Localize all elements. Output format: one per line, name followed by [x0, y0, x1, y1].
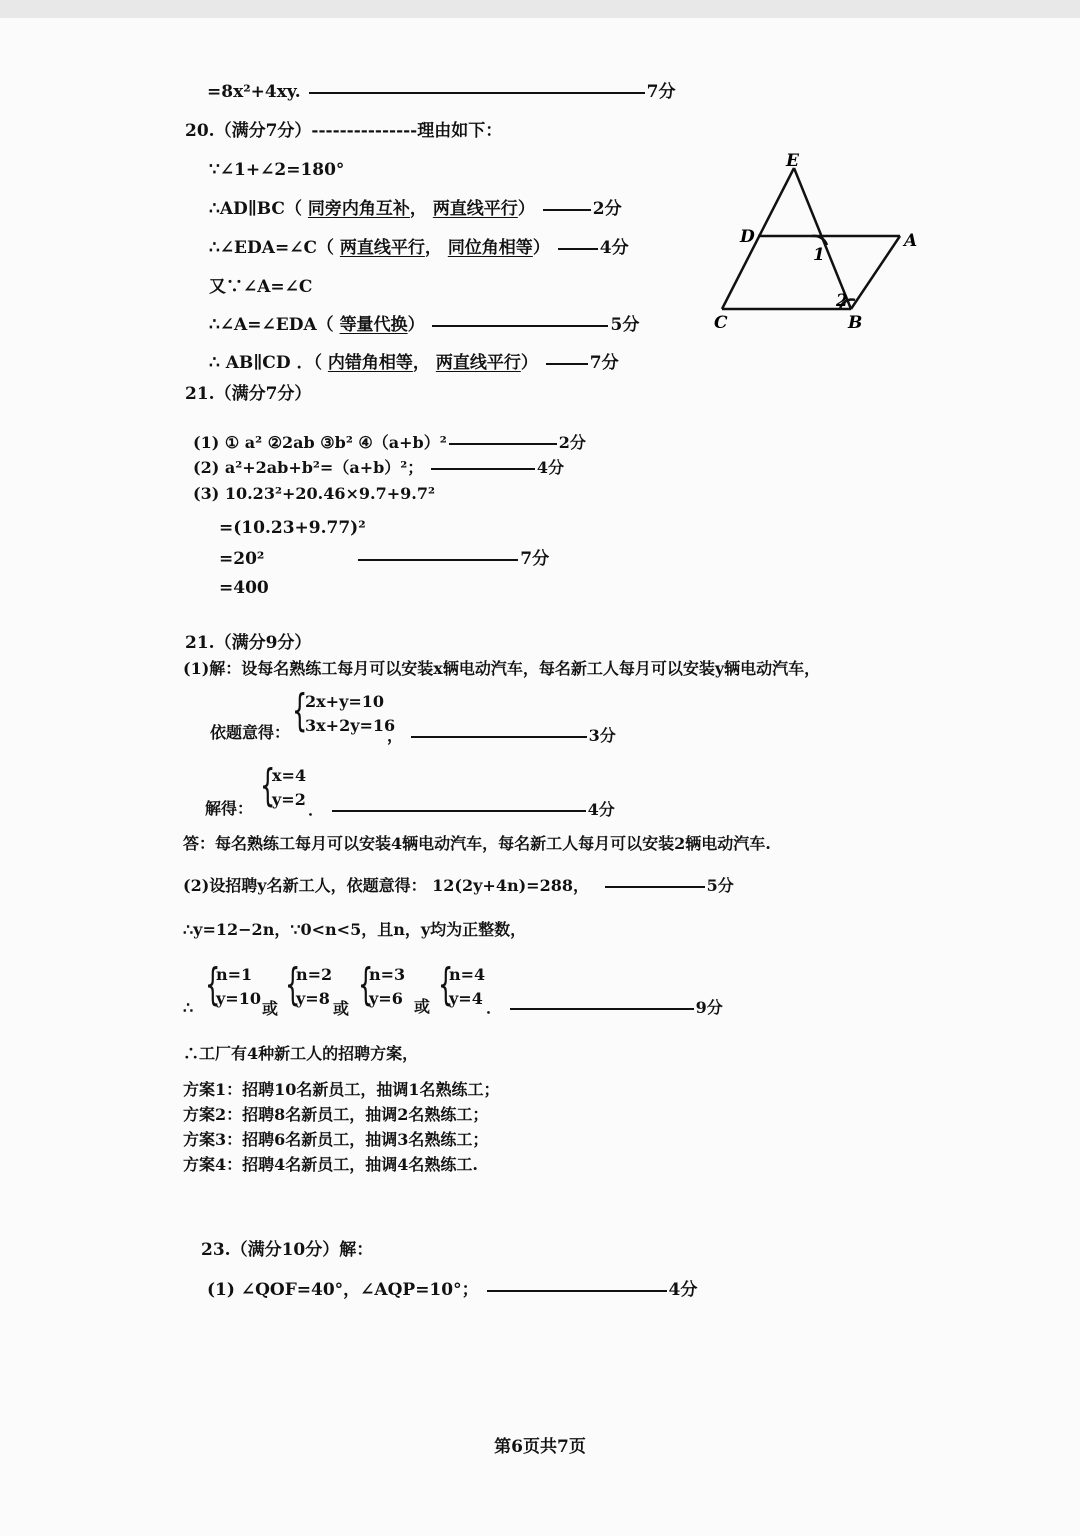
- score-leader: [432, 325, 608, 327]
- label-angle-1: 1: [813, 245, 825, 265]
- q21a-p2-score: 4分: [536, 458, 565, 477]
- q21b-case4-y: y=4: [449, 989, 483, 1008]
- q21b-cases-score: 9分: [695, 998, 723, 1017]
- q21b-sol-score: 4分: [587, 800, 615, 819]
- q21b-eq-label: 依题意得：: [210, 723, 291, 742]
- score-leader: [411, 736, 587, 738]
- score-leader: [543, 209, 591, 211]
- q21b-case1-n: n=1: [216, 965, 253, 984]
- label-A: A: [904, 231, 918, 251]
- q21b-eq-comma: ，: [387, 726, 404, 745]
- q21b-case2-y: y=8: [296, 989, 330, 1008]
- q20-line-2: [209, 199, 622, 219]
- q20-line-6: [209, 353, 619, 373]
- q20-l6-score: 7分: [589, 353, 619, 373]
- q21a-s2-text: =20²: [219, 549, 265, 569]
- q20-line-1: ∵∠1+∠2=180°: [209, 160, 345, 180]
- q20-l2-statement: ∴AD∥BC（: [209, 199, 302, 219]
- q21b-intro: (1)解：设每名熟练工每月可以安装x辆电动汽车，每名新工人每月可以安装y辆电动汽车，: [183, 659, 821, 678]
- q23-header: 23.（满分10分）解：: [201, 1240, 374, 1260]
- q21a-part-1: [193, 433, 586, 453]
- system-brace: {: [285, 959, 301, 1010]
- or-label: 或: [262, 999, 279, 1018]
- score-leader: [546, 363, 588, 365]
- q21b-p2-equation: 12(2y+4n)=288: [432, 876, 573, 895]
- system-brace: {: [292, 685, 308, 736]
- q20-reason-lead: ---------------理由如下：: [311, 121, 503, 141]
- line-EC: [722, 168, 794, 309]
- q21a-step-1: =(10.23+9.77)²: [219, 518, 366, 538]
- score-leader: [358, 559, 518, 561]
- q20-l2-reason-2: 两直线平行: [432, 199, 518, 219]
- q21b-sol-label: 解得：: [205, 799, 254, 818]
- q21b-p2-text: (2)设招聘y名新工人，依题意得：: [183, 876, 427, 895]
- q21b-y-expression: ∴y=12−2n，∵0<n<5，且n，y均为正整数，: [183, 920, 527, 939]
- plan-1: 方案1：招聘10名新员工，抽调1名熟练工；: [183, 1080, 500, 1099]
- q21b-sol-1: x=4: [272, 766, 307, 785]
- q21b-cases-tail: [486, 998, 723, 1018]
- q21b-answer: 答：每名熟练工每月可以安装4辆电动汽车，每名新工人每月可以安装2辆电动汽车.: [183, 834, 771, 853]
- q21b-eq-2: 3x+2y=16: [305, 716, 396, 735]
- q20-l2-close: ）: [517, 199, 535, 219]
- q23-p1-text: (1) ∠QOF=40°，∠AQP=10°；: [207, 1280, 479, 1300]
- score-leader: [449, 443, 557, 445]
- q21b-eq-score: 3分: [588, 726, 616, 745]
- q21b-p2-score: 5分: [706, 876, 734, 895]
- q21b-case3-n: n=3: [369, 965, 406, 984]
- q23-part-1: [207, 1280, 697, 1300]
- q21b-sol-2: y=2: [272, 790, 306, 809]
- system-brace: {: [438, 959, 454, 1010]
- label-C: C: [714, 313, 728, 333]
- q20-l2-sep: ，: [409, 199, 427, 219]
- or-label: 或: [333, 999, 350, 1018]
- q20-l2-score: 2分: [592, 199, 622, 219]
- q20-title: 20.（满分7分）: [185, 121, 312, 141]
- label-E: E: [786, 151, 799, 171]
- q20-l6-statement: ∴ AB∥CD ．（: [209, 353, 322, 373]
- label-B: B: [848, 313, 863, 333]
- score-leader: [510, 1008, 694, 1010]
- plan-3: 方案3：招聘6名新员工，抽调3名熟练工；: [183, 1130, 489, 1149]
- q21a-p1-text: (1) ① a² ②2ab ③b² ④（a+b）²: [193, 433, 447, 452]
- q20-l3-reason-1: 两直线平行: [339, 238, 425, 258]
- q21b-case4-n: n=4: [449, 965, 486, 984]
- page-number: 第6页共7页: [494, 1437, 586, 1457]
- q20-l5-reason-1: 等量代换: [339, 315, 408, 335]
- q21a-part-3: (3) 10.23²+20.46×9.7+9.7²: [193, 484, 435, 503]
- q20-l5-score: 5分: [610, 315, 640, 335]
- q21b-cases-dot: ．: [486, 998, 503, 1017]
- label-angle-2: 2: [836, 291, 848, 311]
- q20-l5-statement: ∴∠A=∠EDA（: [209, 315, 334, 335]
- q19-result-line: [207, 82, 675, 102]
- system-brace: {: [205, 959, 221, 1010]
- score-leader: [487, 1290, 667, 1292]
- or-label: 或: [414, 997, 431, 1016]
- q20-l6-sep: ，: [412, 353, 430, 373]
- score-leader: [309, 92, 645, 94]
- q21b-sol-tail: [308, 800, 615, 820]
- q20-line-5: [209, 315, 639, 335]
- q20-line-4: 又∵∠A=∠C: [209, 277, 313, 297]
- q21a-p1-score: 2分: [558, 433, 586, 452]
- q20-l6-reason-2: 两直线平行: [435, 353, 521, 373]
- q21a-step-3: =400: [219, 578, 269, 598]
- q21a-header: 21.（满分7分）: [185, 384, 312, 404]
- q21a-p2-text: (2) a²+2ab+b²=（a+b）²；: [193, 458, 424, 477]
- system-brace: {: [260, 760, 276, 811]
- q19-score: 7分: [646, 82, 676, 102]
- q21b-therefore: ∴: [183, 998, 194, 1017]
- score-leader: [431, 468, 535, 470]
- q21b-part-2: [183, 876, 734, 896]
- score-leader: [605, 886, 705, 888]
- system-brace: {: [358, 959, 374, 1010]
- q21b-case2-n: n=2: [296, 965, 333, 984]
- q19-formula: =8x²+4xy.: [207, 82, 301, 102]
- q20-l6-close: ）: [520, 353, 538, 373]
- q21a-step-2: [219, 549, 549, 569]
- q21b-case3-y: y=6: [369, 989, 403, 1008]
- q20-header: [185, 121, 502, 141]
- q21b-p2-comma: ，: [572, 876, 589, 895]
- score-leader: [332, 810, 586, 812]
- q20-l2-reason-1: 同旁内角互补: [307, 199, 410, 219]
- q20-l3-close: ）: [532, 238, 550, 258]
- q20-l3-statement: ∴∠EDA=∠C（: [209, 238, 334, 258]
- q20-l5-close: ）: [407, 315, 425, 335]
- q20-l3-reason-2: 同位角相等: [447, 238, 533, 258]
- score-leader: [558, 248, 598, 250]
- scan-top-band: [0, 0, 1080, 18]
- q20-line-3: [209, 238, 629, 258]
- q20-l3-sep: ，: [424, 238, 442, 258]
- q23-p1-score: 4分: [668, 1280, 698, 1300]
- line-AB: [851, 236, 900, 309]
- q21a-part-2: [193, 458, 564, 478]
- q21b-header: 21.（满分9分）: [185, 633, 312, 653]
- plan-4: 方案4：招聘4名新员工，抽调4名熟练工.: [183, 1155, 478, 1174]
- q21b-eq-1: 2x+y=10: [305, 692, 385, 711]
- q21b-eq-tail: [387, 726, 616, 746]
- q20-l6-reason-1: 内错角相等: [327, 353, 413, 373]
- q21a-s2-score: 7分: [520, 549, 550, 569]
- q20-l3-score: 4分: [599, 238, 629, 258]
- geometry-figure: [700, 148, 930, 338]
- q21b-sol-dot: ．: [308, 800, 325, 819]
- q21b-case1-y: y=10: [216, 989, 261, 1008]
- label-D: D: [740, 227, 755, 247]
- q21b-conclusion: ∴工厂有4种新工人的招聘方案，: [183, 1044, 419, 1063]
- plan-2: 方案2：招聘8名新员工，抽调2名熟练工；: [183, 1105, 489, 1124]
